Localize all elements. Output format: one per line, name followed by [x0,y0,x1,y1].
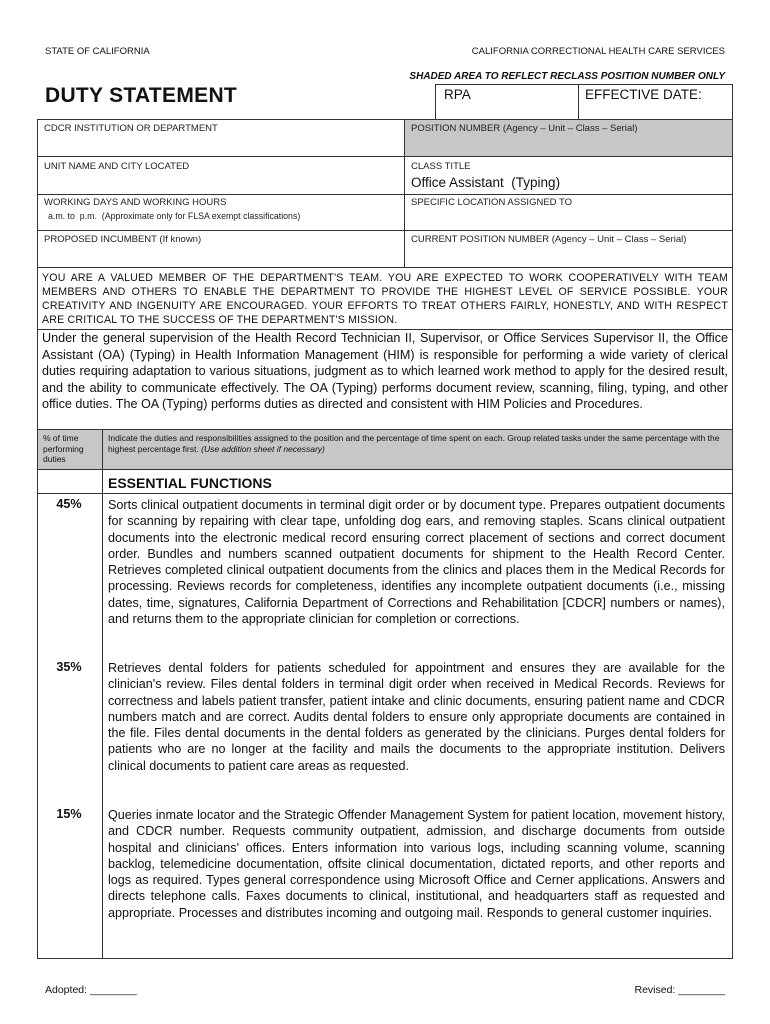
proposed-incumbent-label: PROPOSED INCUMBENT (If known) [44,234,202,245]
revised-field: Revised: ________ [634,984,725,996]
duties-instructions-text: Indicate the duties and responsibilities assigned to the position and the percentage of time spent on each. Group related tasks under the same percentage with the highest percentage first. [108,433,720,454]
page-title: DUTY STATEMENT [45,84,238,107]
effective-date-field[interactable] [578,84,733,120]
rpa-label: RPA [444,87,471,102]
shaded-area-note: SHADED AREA TO REFLECT RECLASS POSITION NUMBER ONLY [409,71,725,82]
institution-label: CDCR INSTITUTION OR DEPARTMENT [44,123,218,134]
essential-functions-title: ESSENTIAL FUNCTIONS [108,475,272,491]
duties-header [37,429,733,470]
row-divider [38,156,732,157]
duties-instructions [108,433,728,454]
current-position-label: CURRENT POSITION NUMBER (Agency – Unit – Class – Serial) [411,234,687,245]
working-days-label: WORKING DAYS AND WORKING HOURS [44,197,227,208]
function-percent: 35% [56,660,82,674]
adopted-field: Adopted: ________ [45,984,137,996]
function-description: Retrieves dental folders for patients scheduled for appointment and ensures they are available for the clinician's review. Files dental folders in terminal digit order when received in Medical Records. Reviews for correctness and labels patient transfer, patient intake and clinic documents, ensuring patient name and CDCR numbers match and are correct. Audits dental folders to ensure only appropriate documents are contained in the file. Files dental documents in the dental folders as generated by the clinicians. Purges dental folders for patients who are no longer at the facility and mails the documents to the appropriate institution. Delivers clinical documents to patient care areas as requested. [108,661,725,773]
team-statement: YOU ARE A VALUED MEMBER OF THE DEPARTMENT'S TEAM. YOU ARE EXPECTED TO WORK COOPERATIVELY WITH TEAM MEMBERS AND OTHERS TO ENABLE THE DEPARTMENT TO PROVIDE THE HIGHEST LEVEL OF SERVICE POSSIBLE. YOUR CREATIVITY AND INGENUITY ARE ENCOURAGED. YOUR EFFORTS TO TREAT OTHERS FAIRLY, HONESTLY, AND WITH RESPECT ARE CRITICAL TO THE SUCCESS OF THE DEPARTMENT'S MISSION. [37,267,733,330]
class-title-label: CLASS TITLE [411,161,471,172]
function-percent: 45% [56,497,82,511]
unit-label: UNIT NAME AND CITY LOCATED [44,161,190,172]
row-divider [38,230,732,231]
working-hours-note: a.m. to p.m. (Approximate only for FLSA exempt classifications) [48,211,301,221]
position-number-label: POSITION NUMBER (Agency – Unit – Class – Serial) [411,123,638,134]
agency-label: CALIFORNIA CORRECTIONAL HEALTH CARE SERVICES [471,46,725,57]
field-grid [37,119,733,268]
function-percent: 15% [56,807,82,821]
function-description: Sorts clinical outpatient documents in terminal digit order or by document type. Prepares outpatient documents for scanning by repairing with clear tape, unfolding dog ears, and removing staples. Scans clinical outpatient documents into the electronic medical record ensuring correct placement of sections and correct document order. Bundles and numbers scanned outpatient documents for shipment to the Health Record Center. Retrieves completed clinical outpatient documents from the clinics and places them in the Medical Records for processing. Reviews records for completeness, identifies any incomplete outpatient documents (i.e., missing dates, time, signatures, California Department of Corrections and Rehabilitation [CDCR] numbers or names), and returns them to the appropriate clinician for completion or corrections. [108,498,725,627]
duties-header-divider [102,430,103,469]
functions-divider [102,469,103,958]
duties-instructions-italic: (Use addition sheet if necessary) [201,443,325,454]
pct-time-label: % of time performing duties [43,433,84,464]
specific-location-label: SPECIFIC LOCATION ASSIGNED TO [411,197,573,208]
row-divider [38,194,732,195]
state-label: STATE OF CALIFORNIA [45,46,150,57]
class-title-value[interactable]: Office Assistant (Typing) [411,175,561,190]
rpa-field[interactable] [435,84,579,120]
function-description: Queries inmate locator and the Strategic Offender Management System for patient location, movement history, and CDCR number. Requests community outpatient, admission, and discharge documents from outside hospital and clinicians' offices. Enters information into various logs, including scanning volume, scanning backlog, telemedicine documentation, offsite clinical documentation, dictated reports, and other reports and logs as required. Types general correspondence using Microsoft Office and Cerner applications. Answers and directs telephone calls. Faxes documents to clinical, institutional, and headquarters staff as requested and appropriate. Processes and distributes incoming and outgoing mail. Responds to general customer inquiries. [108,808,725,920]
effective-date-label: EFFECTIVE DATE: [585,87,702,102]
functions-title-underline [38,493,732,494]
intro-paragraph: Under the general supervision of the Health Record Technician II, Supervisor, or Office Services Supervisor II, the Office Assistant (OA) (Typing) in Health Information Management (HIM) is responsible for performing a wide variety of clerical duties requiring adaptation to various situations, judgment as to which learned work method to apply for the desired result, and the ability to communicate effectively. The OA (Typing) performs document review, scanning, filing, typing, and other office duties. The OA (Typing) performs duties as directed and consistent with HIM Policies and Procedures. [37,329,733,430]
